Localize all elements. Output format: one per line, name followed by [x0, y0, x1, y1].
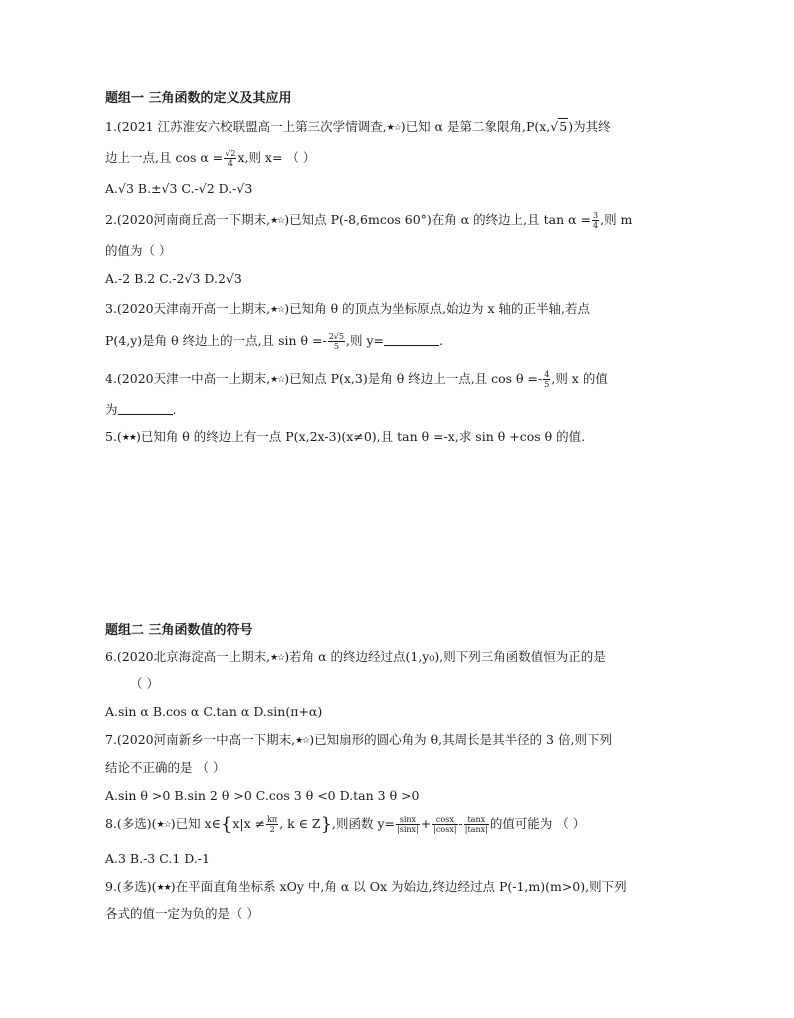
- q4-line1: 4.(2020天津一中高一上期末,★☆)已知点 P(x,3)是角 θ 终边上一点,且 cos θ =- $\frac{4}{5}$ ,则 x 的值: [105, 370, 608, 389]
- left-brace: {: [220, 814, 233, 835]
- q8-options: A.3 B.-3 C.1 D.-1: [105, 851, 210, 866]
- difficulty-stars-icon: ★☆: [270, 375, 285, 385]
- q7-options: A.sin θ >0 B.sin 2 θ >0 C.cos 3 θ <0 D.tan 3 θ >0: [105, 788, 420, 803]
- fraction: $\frac{k\pi}{2}$: [267, 815, 278, 834]
- q3-line2: P(4,y)是角 θ 终边上的一点,且 sin θ =- $\frac{2√5}{5}$ ,则 y= .: [105, 332, 443, 351]
- difficulty-stars-icon: ★★: [121, 433, 136, 443]
- q8-line1: 8.(多选)(★☆)已知 x∈{x|x ≠ $\frac{k\pi}{2}$ , k ∈ Z},则函数 y= $\frac{\sin x}{|\sin x|}$ + $\frac{\cos x}{|\cos x|}$ - $\frac{\tan x}{|\tan x|}$ 的值可能为 （ ）: [105, 814, 586, 835]
- fraction: $\frac{√2}{4}$: [225, 149, 236, 168]
- fraction: $\frac{\sin x}{|\sin x|}$: [397, 815, 419, 834]
- section2-heading: 题组二 三角函数值的符号: [105, 623, 253, 638]
- q2-line1: 2.(2020河南商丘高一下期末,★☆)已知点 P(-8,6mcos 60°)在角 α 的终边上,且 tan α = $\frac{3}{4}$ ,则 m: [105, 211, 633, 230]
- fraction: $\frac{3}{4}$: [593, 211, 599, 230]
- fraction: $\frac{\tan x}{|\tan x|}$: [464, 815, 488, 834]
- difficulty-stars-icon: ★☆: [270, 653, 285, 663]
- q9-line1: 9.(多选)(★★)在平面直角坐标系 xOy 中,角 α 以 Ox 为始边,终边经过点 P(-1,m)(m>0),则下列: [105, 879, 627, 894]
- difficulty-stars-icon: ★☆: [386, 123, 401, 133]
- q6-options: A.sin α B.cos α C.tan α D.sin(π+α): [105, 704, 323, 719]
- q6-line1: 6.(2020北京海淀高一上期末,★☆)若角 α 的终边经过点(1,y₀),则下列三角函数值恒为正的是: [105, 649, 606, 664]
- q7-line2: 结论不正确的是 （ ）: [105, 760, 226, 775]
- q6-line2: （ ）: [130, 676, 159, 691]
- q2-options: A.-2 B.2 C.-2√3 D.2√3: [105, 271, 242, 286]
- q3-line1: 3.(2020天津南开高一上期末,★☆)已知角 θ 的顶点为坐标原点,始边为 x 轴的正半轴,若点: [105, 301, 591, 316]
- q4-line2: 为 .: [105, 402, 177, 417]
- sqrt-expression: √5: [550, 119, 568, 134]
- fraction: $\frac{\cos x}{|\cos x|}$: [433, 815, 457, 834]
- q5-line1: 5.(★★)已知角 θ 的终边上有一点 P(x,2x-3)(x≠0),且 tan θ =-x,求 sin θ +cos θ 的值.: [105, 429, 586, 444]
- fraction: $\frac{2√5}{5}$: [328, 332, 344, 351]
- difficulty-stars-icon: ★☆: [295, 736, 310, 746]
- q7-line1: 7.(2020河南新乡一中高一下期末,★☆)已知扇形的圆心角为 θ,其周长是其半径的 3 倍,则下列: [105, 732, 612, 747]
- q9-line2: 各式的值一定为负的是（ ）: [105, 906, 259, 921]
- difficulty-stars-icon: ★★: [156, 883, 171, 893]
- q1-options: A.√3 B.±√3 C.-√2 D.-√3: [105, 181, 253, 196]
- answer-blank: [118, 402, 173, 415]
- right-brace: }: [320, 814, 333, 835]
- section1-heading: 题组一 三角函数的定义及其应用: [105, 91, 292, 106]
- fraction: $\frac{4}{5}$: [544, 370, 550, 389]
- q2-line2: 的值为（ ）: [105, 243, 172, 258]
- answer-blank: [384, 333, 439, 346]
- difficulty-stars-icon: ★☆: [156, 820, 171, 830]
- difficulty-stars-icon: ★☆: [270, 216, 285, 226]
- q1-line2: 边上一点,且 cos α = $\frac{√2}{4}$ x,则 x= （ ）: [105, 149, 316, 168]
- q1-line1: 1.(2021 江苏淮安六校联盟高一上第三次学情调查,★☆)已知 α 是第二象限角,P(x,√5)为其终: [105, 119, 611, 134]
- difficulty-stars-icon: ★☆: [270, 305, 285, 315]
